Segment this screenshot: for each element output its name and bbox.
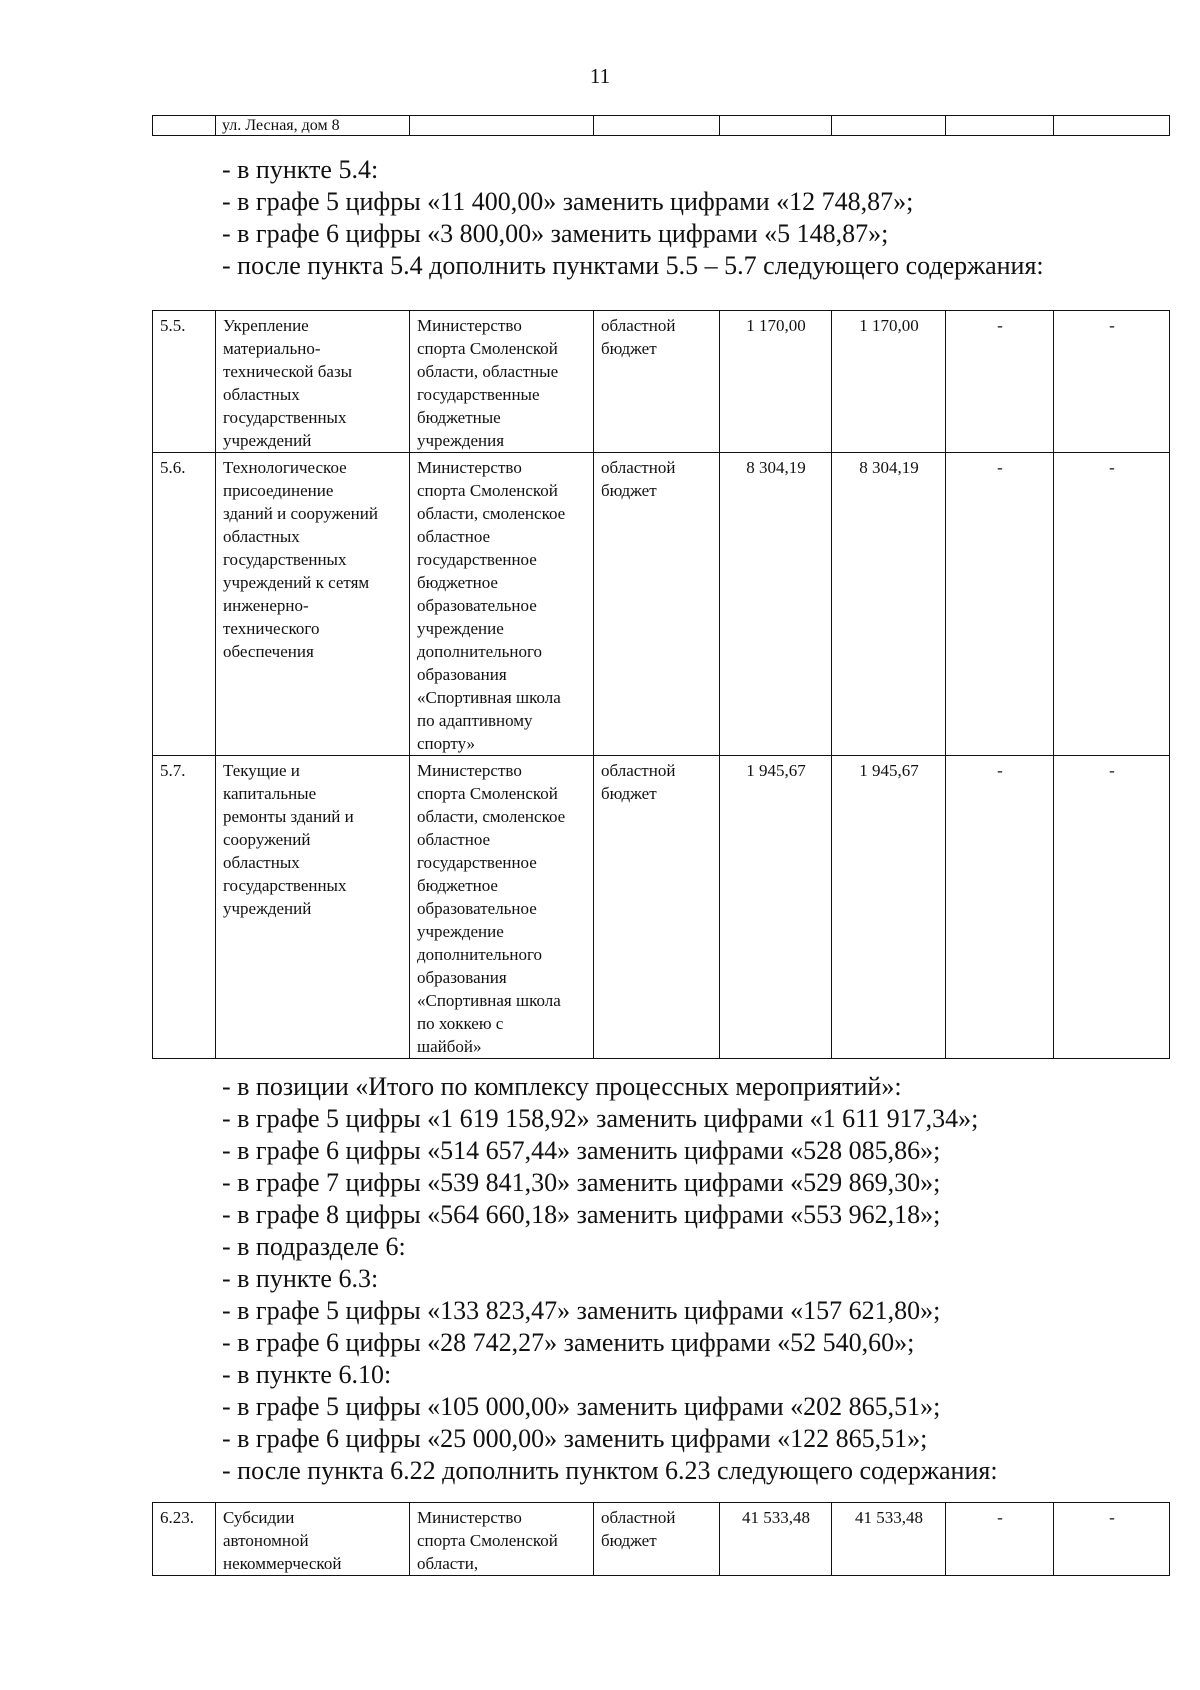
amendment-text-2: [222, 1071, 998, 1487]
amendment-text-1: [222, 154, 1044, 282]
amendment-line: - в графе 7 цифры «539 841,30» заменить цифрами «529 869,30»;: [222, 1168, 941, 1197]
total-amount-cell: 41 533,48: [720, 1503, 832, 1576]
item-name-cell-line: государственных: [223, 550, 347, 569]
funding-source-cell: [594, 1503, 720, 1576]
amendment-line: - в пункте 6.10:: [222, 1360, 392, 1389]
executor-cell-line: области, смоленское: [417, 807, 566, 826]
amendment-line: - после пункта 6.22 дополнить пунктом 6.23 следующего содержания:: [222, 1456, 998, 1485]
year2-amount-cell: -: [946, 1503, 1054, 1576]
total-amount-cell: 8 304,19: [720, 453, 832, 756]
executor-cell-line: «Спортивная школа: [417, 688, 561, 707]
item-name-cell-line: учреждений к сетям: [223, 573, 370, 592]
funding-source-cell-line: бюджет: [601, 1531, 657, 1550]
funding-source-cell: [594, 453, 720, 756]
executor-cell-line: государственное: [417, 853, 537, 872]
item-name-cell-line: некоммерческой: [223, 1554, 342, 1573]
item-name-cell-line: областных: [223, 527, 300, 546]
funding-source-cell-line: областной: [601, 761, 676, 780]
executor-cell-line: бюджетное: [417, 573, 498, 592]
executor-cell-line: спорта Смоленской: [417, 1531, 558, 1550]
funding-source-cell-line: областной: [601, 1508, 676, 1527]
amendment-line: - после пункта 5.4 дополнить пунктами 5.5 – 5.7 следующего содержания:: [222, 251, 1044, 280]
amendment-line: - в позиции «Итого по комплексу процессных мероприятий»:: [222, 1072, 902, 1101]
executor-cell-line: образования: [417, 968, 507, 987]
item-name-cell-line: Технологическое: [223, 458, 347, 477]
amendment-line: - в графе 6 цифры «28 742,27» заменить цифрами «52 540,60»;: [222, 1328, 915, 1357]
year2-amount-cell: -: [946, 311, 1054, 453]
executor-cell-line: спорту»: [417, 734, 476, 753]
item-name-cell-line: капитальные: [223, 784, 317, 803]
executor-cell-line: области,: [417, 1554, 479, 1573]
amendment-line: - в пункте 6.3:: [222, 1264, 379, 1293]
executor-cell: [410, 1503, 594, 1576]
item-name-cell-line: учреждений: [223, 899, 312, 918]
executor-cell-line: государственное: [417, 550, 537, 569]
executor-cell-line: области, областные: [417, 362, 559, 381]
total-amount-cell: 1 170,00: [720, 311, 832, 453]
item-number-cell: 5.7.: [153, 756, 216, 1059]
item-name-cell-line: присоединение: [223, 481, 334, 500]
amendment-line: - в графе 6 цифры «514 657,44» заменить цифрами «528 085,86»;: [222, 1136, 941, 1165]
amendment-line: - в графе 8 цифры «564 660,18» заменить цифрами «553 962,18»;: [222, 1200, 941, 1229]
item-name-cell-line: материально-: [223, 339, 321, 358]
amendment-line: - в пункте 5.4:: [222, 155, 379, 184]
item-number-cell: 5.6.: [153, 453, 216, 756]
previous-table-fragment: [152, 115, 1170, 136]
executor-cell-line: спорта Смоленской: [417, 481, 558, 500]
item-name-cell-line: областных: [223, 853, 300, 872]
executor-cell: [410, 453, 594, 756]
executor-cell-line: спорта Смоленской: [417, 784, 558, 803]
address-cell: ул. Лесная, дом 8: [216, 116, 410, 136]
executor-cell-line: шайбой»: [417, 1037, 482, 1056]
year1-amount-cell: 41 533,48: [832, 1503, 946, 1576]
year3-amount-cell: -: [1054, 1503, 1170, 1576]
item-name-cell-line: Укрепление: [223, 316, 309, 335]
executor-cell-line: учреждения: [417, 431, 505, 450]
year3-amount-cell: -: [1054, 311, 1170, 453]
year1-amount-cell: 8 304,19: [832, 453, 946, 756]
executor-cell-line: по адаптивному: [417, 711, 533, 730]
funding-source-cell: [594, 756, 720, 1059]
executor-cell-line: образования: [417, 665, 507, 684]
funding-source-cell-line: областной: [601, 458, 676, 477]
year3-amount-cell: -: [1054, 453, 1170, 756]
executor-cell-line: учреждение: [417, 619, 504, 638]
executor-cell-line: бюджетное: [417, 876, 498, 895]
executor-cell-line: Министерство: [417, 761, 522, 780]
funding-source-cell-line: областной: [601, 316, 676, 335]
year1-amount-cell: 1 170,00: [832, 311, 946, 453]
executor-cell-line: «Спортивная школа: [417, 991, 561, 1010]
funding-source-cell: [594, 311, 720, 453]
item-name-cell-line: государственных: [223, 876, 347, 895]
executor-cell-line: государственные: [417, 385, 540, 404]
amendment-line: - в графе 5 цифры «1 619 158,92» заменить цифрами «1 611 917,34»;: [222, 1104, 979, 1133]
amendment-line: - в подразделе 6:: [222, 1232, 406, 1261]
funding-source-cell-line: бюджет: [601, 339, 657, 358]
item-name-cell: [216, 756, 410, 1059]
executor-cell-line: спорта Смоленской: [417, 339, 558, 358]
item-number-cell: 6.23.: [153, 1503, 216, 1576]
table-row: [153, 756, 1170, 1059]
executor-cell-line: дополнительного: [417, 642, 543, 661]
item-name-cell-line: автономной: [223, 1531, 309, 1550]
amendment-line: - в графе 5 цифры «105 000,00» заменить цифрами «202 865,51»;: [222, 1392, 941, 1421]
executor-cell-line: областное: [417, 527, 491, 546]
item-name-cell-line: инженерно-: [223, 596, 309, 615]
item-name-cell-line: ремонты зданий и: [223, 807, 354, 826]
item-name-cell-line: зданий и сооружений: [223, 504, 378, 523]
year2-amount-cell: -: [946, 756, 1054, 1059]
item-name-cell-line: технического: [223, 619, 320, 638]
executor-cell: [410, 756, 594, 1059]
item-name-cell: [216, 311, 410, 453]
executor-cell-line: области, смоленское: [417, 504, 566, 523]
table-row: [153, 311, 1170, 453]
item-name-cell-line: Текущие и: [223, 761, 300, 780]
executor-cell-line: Министерство: [417, 458, 522, 477]
executor-cell-line: учреждение: [417, 922, 504, 941]
executor-cell-line: дополнительного: [417, 945, 543, 964]
item-name-cell-line: Субсидии: [223, 1508, 295, 1527]
item-name-cell-line: технической базы: [223, 362, 353, 381]
year1-amount-cell: 1 945,67: [832, 756, 946, 1059]
item-number-cell: 5.5.: [153, 311, 216, 453]
executor-cell-line: образовательное: [417, 899, 537, 918]
executor-cell-line: областное: [417, 830, 491, 849]
amendment-line: - в графе 6 цифры «25 000,00» заменить цифрами «122 865,51»;: [222, 1424, 928, 1453]
amendment-line: - в графе 5 цифры «133 823,47» заменить цифрами «157 621,80»;: [222, 1296, 941, 1325]
table-row: [153, 1503, 1170, 1576]
executor-cell-line: по хоккею с: [417, 1014, 504, 1033]
item-name-cell-line: государственных: [223, 408, 347, 427]
item-name-cell: [216, 453, 410, 756]
item-name-cell-line: учреждений: [223, 431, 312, 450]
total-amount-cell: 1 945,67: [720, 756, 832, 1059]
amendment-line: - в графе 5 цифры «11 400,00» заменить цифрами «12 748,87»;: [222, 187, 914, 216]
inserted-items-table: [152, 310, 1170, 1059]
executor-cell-line: образовательное: [417, 596, 537, 615]
inserted-item-6-23-table: [152, 1502, 1170, 1576]
executor-cell-line: Министерство: [417, 316, 522, 335]
funding-source-cell-line: бюджет: [601, 784, 657, 803]
year2-amount-cell: -: [946, 453, 1054, 756]
table-row: [153, 453, 1170, 756]
item-name-cell-line: областных: [223, 385, 300, 404]
item-name-cell-line: обеспечения: [223, 642, 314, 661]
executor-cell: [410, 311, 594, 453]
item-name-cell: [216, 1503, 410, 1576]
year3-amount-cell: -: [1054, 756, 1170, 1059]
page-number: 11: [589, 64, 611, 88]
item-name-cell-line: сооружений: [223, 830, 311, 849]
executor-cell-line: Министерство: [417, 1508, 522, 1527]
executor-cell-line: бюджетные: [417, 408, 501, 427]
amendment-line: - в графе 6 цифры «3 800,00» заменить цифрами «5 148,87»;: [222, 219, 889, 248]
funding-source-cell-line: бюджет: [601, 481, 657, 500]
